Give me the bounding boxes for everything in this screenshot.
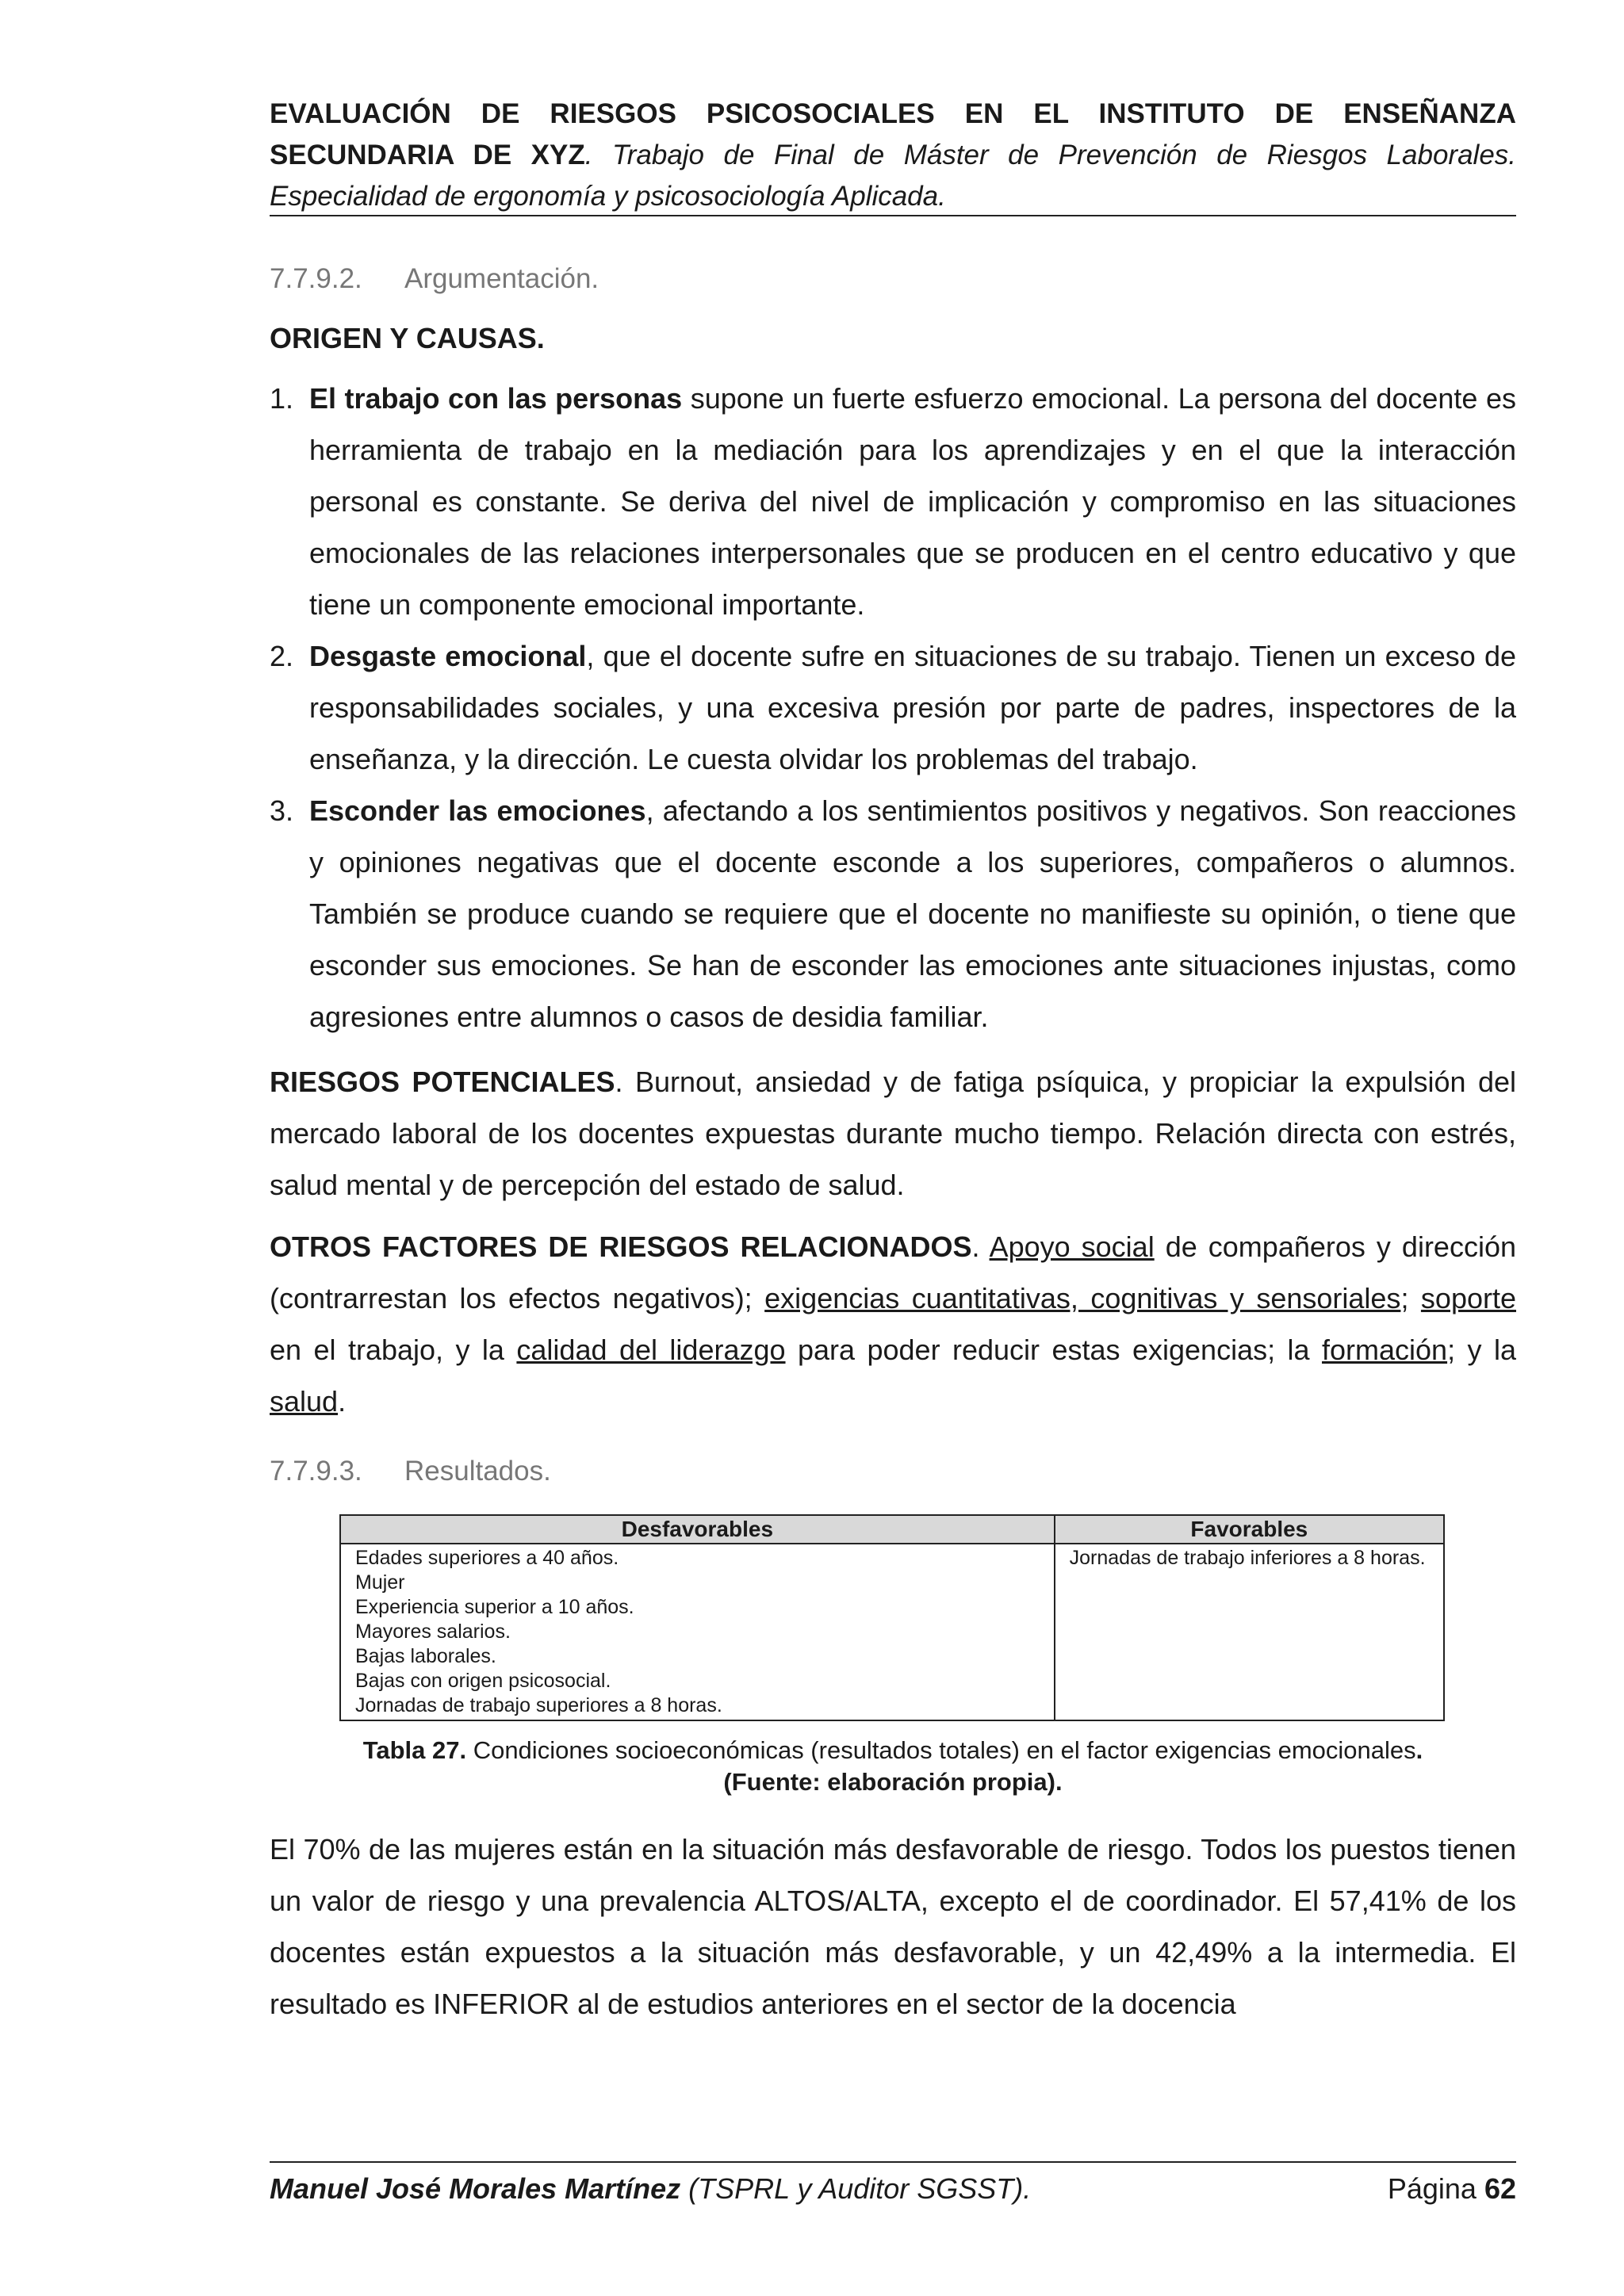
factor-liderazgo: calidad del liderazgo — [516, 1334, 786, 1366]
otros-text: . — [338, 1385, 347, 1418]
riesgos-heading: RIESGOS POTENCIALES — [270, 1066, 615, 1098]
footer-role: (TSPRL y Auditor SGSST). — [680, 2172, 1032, 2205]
list-item: Mayores salarios. — [355, 1621, 511, 1643]
page-label: Página — [1387, 2172, 1484, 2205]
section-heading-resultados — [270, 1456, 551, 1487]
otros-text: ; — [1400, 1282, 1421, 1314]
item-keyword: Esconder las emociones — [309, 794, 646, 827]
section-title: Argumentación. — [404, 263, 599, 294]
list-item — [270, 373, 1516, 630]
favorables-cell: Jornadas de trabajo inferiores a 8 horas. — [1055, 1544, 1444, 1720]
otros-text: en el trabajo, y la — [270, 1334, 517, 1366]
otros-heading: OTROS FACTORES DE RIESGOS RELACIONADOS — [270, 1230, 972, 1263]
table-header-row — [340, 1515, 1444, 1544]
header-title: EVALUACIÓN DE RIESGOS PSICOSOCIALES EN EL INSTITUTO DE ENSEÑANZA SECUNDARIA DE XYZ — [270, 98, 1516, 170]
column-header-favorables: Favorables — [1055, 1515, 1444, 1544]
factor-formacion: formación — [1322, 1334, 1448, 1366]
factor-exigencias: exigencias cuantitativas, cognitivas y sensoriales — [764, 1282, 1401, 1314]
item-text: , afectando a los sentimientos positivos y negativos. Son reacciones y opiniones negativas que el docente esconde a los superiores, compañeros o alumnos. También se produce cuando se requiere que el docente no manifieste su opinión, o tiene que esconder sus emociones. Se han de esconder las emociones ante situaciones injustas, como agresiones entre alumnos o casos de desidia familiar. — [309, 794, 1516, 1033]
heading-origen-causas: ORIGEN Y CAUSAS. — [270, 322, 545, 354]
item-keyword: Desgaste emocional — [309, 640, 587, 672]
list-item: Mujer — [355, 1571, 405, 1594]
list-item: Experiencia superior a 10 años. — [355, 1596, 634, 1618]
list-item: Bajas laborales. — [355, 1645, 496, 1667]
caption-label: Tabla 27. — [362, 1736, 467, 1764]
table-row — [340, 1544, 1444, 1720]
page-number: 62 — [1484, 2172, 1516, 2205]
running-header — [270, 94, 1516, 217]
caption-source: (Fuente: elaboración propia). — [723, 1768, 1063, 1796]
item-keyword: El trabajo con las personas — [309, 382, 683, 415]
factor-soporte: soporte — [1420, 1282, 1516, 1314]
item-number: 3. — [270, 794, 294, 827]
header-subtitle: . Trabajo de Final de Máster de Prevención de Riesgos Laborales. Especialidad de ergonomía y psicosociología Aplicada. — [270, 140, 1517, 212]
list-item: Jornadas de trabajo superiores a 8 horas. — [355, 1694, 722, 1716]
factor-apoyo-social: Apoyo social — [989, 1230, 1155, 1263]
item-text: supone un fuerte esfuerzo emocional. La persona del docente es herramienta de trabajo en la mediación para los aprendizajes y en el que la interacción personal es constante. Se deriva del nivel de implicación y compromiso en las situaciones emocionales de las relaciones interpersonales que se producen en el centro educativo y que tiene un componente emocional importante. — [309, 382, 1516, 621]
list-item: Edades superiores a 40 años. — [355, 1547, 619, 1569]
factor-salud: salud — [270, 1385, 339, 1418]
desfavorables-cell — [340, 1544, 1055, 1720]
item-text: , que el docente sufre en situaciones de su trabajo. Tienen un exceso de responsabilidades sociales, y una excesiva presión por parte de padres, inspectores de la enseñanza, y la dirección. Le cuesta olvidar los problemas del trabajo. — [309, 640, 1516, 775]
riesgos-text: . Burnout, ansiedad y de fatiga psíquica, y propiciar la expulsión del mercado laboral de los docentes expuestas durante mucho tiempo. Relación directa con estrés, salud mental y de percepción del estado de salud. — [270, 1066, 1516, 1201]
otros-text: . — [971, 1230, 990, 1263]
results-table — [339, 1514, 1445, 1721]
item-number: 2. — [270, 640, 294, 672]
section-heading-argumentacion — [270, 263, 599, 295]
section-number: 7.7.9.2. — [270, 263, 362, 294]
otros-text: de compañeros y dirección (contrarrestan los efectos negativos); — [270, 1230, 1516, 1314]
otros-factores-paragraph — [270, 1221, 1516, 1427]
caption-text: Condiciones socioeconómicas (resultados totales) en el factor exigencias emocionales — [466, 1736, 1416, 1764]
results-paragraph: El 70% de las mujeres están en la situación más desfavorable de riesgo. Todos los puestos tienen un valor de riesgo y una prevalencia ALTOS/ALTA, excepto el de coordinador. El 57,41% de los docentes están expuestos a la situación más desfavorable, y un 42,49% a la intermedia. El resultado es INFERIOR al de estudios anteriores en el sector de la docencia — [270, 1833, 1516, 2020]
list-item — [270, 785, 1516, 1043]
caption-dot: . — [1415, 1736, 1423, 1764]
table-caption — [270, 1735, 1516, 1798]
column-header-desfavorables: Desfavorables — [340, 1515, 1055, 1544]
page-number-label — [1388, 2169, 1516, 2209]
footer-author: Manuel José Morales Martínez — [270, 2172, 681, 2205]
section-title: Resultados. — [404, 1456, 551, 1487]
section-number: 7.7.9.3. — [270, 1456, 362, 1487]
header-rule — [270, 215, 1516, 216]
riesgos-potenciales-paragraph — [270, 1056, 1516, 1211]
causes-list — [270, 373, 1516, 1043]
item-number: 1. — [270, 382, 294, 415]
list-item — [270, 630, 1516, 785]
page-footer — [270, 2169, 1516, 2209]
otros-text: ; y la — [1447, 1334, 1516, 1366]
otros-text: para poder reducir estas exigencias; la — [785, 1334, 1323, 1366]
list-item: Bajas con origen psicosocial. — [355, 1670, 611, 1692]
footer-rule — [270, 2161, 1516, 2163]
